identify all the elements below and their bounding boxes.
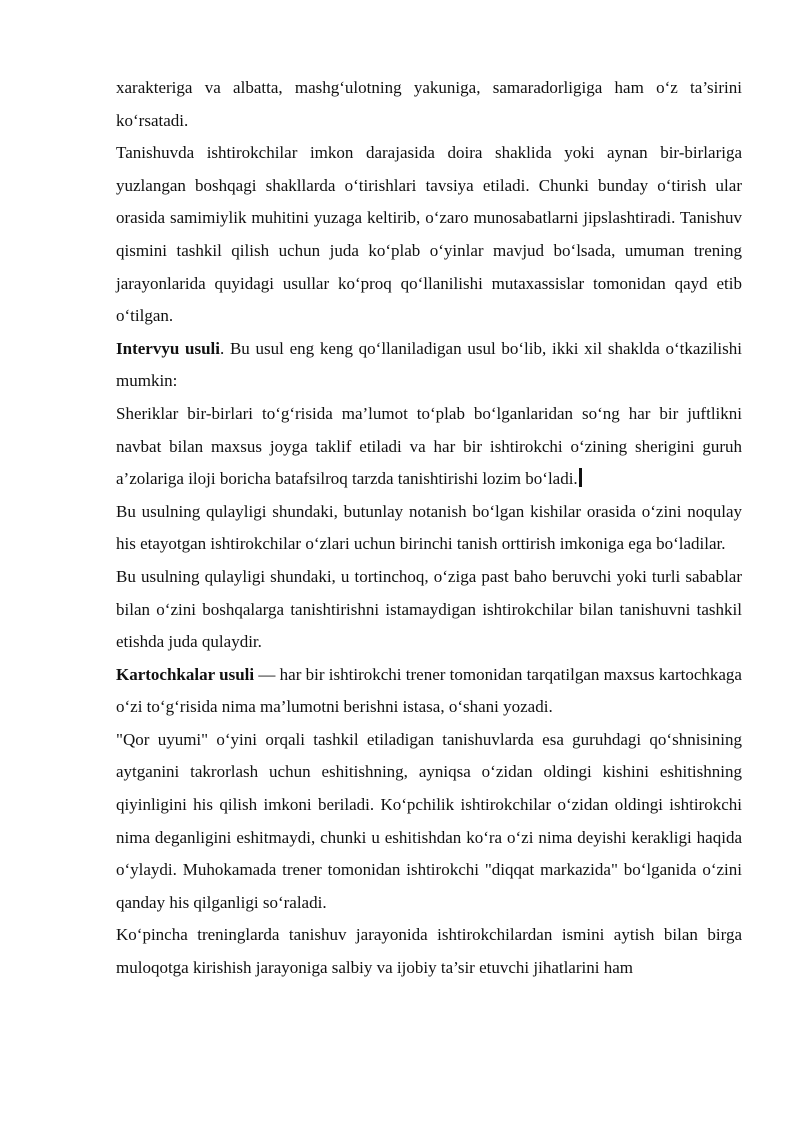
paragraph-7 <box>116 659 742 724</box>
paragraph-text: Sheriklar bir-birlari to‘g‘risida ma’lumot to‘plab bo‘lganlaridan so‘ng har bir juftlikni navbat bilan maxsus joyga taklif etiladi va har bir ishtirokchi o‘zining sherigini guruh a’zolariga iloji boricha batafsilroq tarzda tanishtirishi lozim bo‘ladi. <box>116 403 742 489</box>
paragraph-1 <box>116 72 742 137</box>
paragraph-6 <box>116 561 742 659</box>
paragraph-4 <box>116 398 742 496</box>
paragraph-2 <box>116 137 742 333</box>
paragraph-text: Bu usulning qulayligi shundaki, u tortinchoq, o‘ziga past baho beruvchi yoki turli sabablar bilan o‘zini boshqalarga tanishtirishni istamaydigan ishtirokchilar bilan tanishuvni tashkil etishda juda qulaydir. <box>116 566 742 652</box>
document-page <box>116 72 742 985</box>
paragraph-5 <box>116 496 742 561</box>
paragraph-3 <box>116 333 742 398</box>
paragraph-text: — har bir ishtirokchi trener tomonidan tarqatilgan maxsus kartochkaga o‘zi to‘g‘risida nima ma’lumotni berishni istasa, o‘shani yozadi. <box>116 664 742 717</box>
paragraph-heading: Kartochkalar usuli <box>116 664 255 684</box>
paragraph-heading: Intervyu usuli <box>116 338 220 358</box>
paragraph-text: Bu usulning qulayligi shundaki, butunlay notanish bo‘lgan kishilar orasida o‘zini noqulay his etayotgan ishtirokchilar o‘zlari uchun birinchi tanish orttirish imkoniga ega bo‘ladilar. <box>116 501 742 554</box>
paragraph-9 <box>116 919 742 984</box>
text-cursor-mark <box>579 468 582 487</box>
paragraph-text: Ko‘pincha treninglarda tanishuv jarayonida ishtirokchilardan ismini aytish bilan birga muloqotga kirishish jarayoniga salbiy va ijobiy ta’sir etuvchi jihatlarini ham <box>116 925 742 978</box>
paragraph-text: xarakteriga va albatta, mashg‘ulotning yakuniga, samaradorligiga ham o‘z ta’sirini ko‘rsatadi. <box>116 78 742 130</box>
paragraph-text: Tanishuvda ishtirokchilar imkon darajasida doira shaklida yoki aynan bir-birlariga yuzlangan boshqagi shakllarda o‘tirishlari tavsiya etiladi. Chunki bunday o‘tirish ular orasida samimiylik muhitini yuzaga keltirib, o‘zaro munosabatlarni jipslashtiradi. Tanishuv qismini tashkil qilish uchun juda ko‘plab o‘yinlar mavjud bo‘lsada, umuman trening jarayonlarida quyidagi usullar ko‘proq qo‘llanilishi mutaxassislar tomonidan qayd etib o‘tilgan. <box>116 143 742 326</box>
paragraph-text: . Bu usul eng keng qo‘llaniladigan usul bo‘lib, ikki xil shaklda o‘tkazilishi mumkin: <box>116 338 742 391</box>
paragraph-8 <box>116 724 742 920</box>
paragraph-text: "Qor uyumi" o‘yini orqali tashkil etiladigan tanishuvlarda esa guruhdagi qo‘shnisining aytganini takrorlash uchun eshitishning, ayniqsa o‘zidan oldingi kishini eshitishning qiyinligini his qilish imkoni beriladi. Ko‘pchilik ishtirokchilar o‘zidan oldingi ishtirokchi nima deganligini eshitmaydi, chunki u eshitishdan ko‘ra o‘zi nima deyishi kerakligi haqida o‘ylaydi. Muhokamada trener tomonidan ishtirokchi "diqqat markazida" bo‘lganida o‘zini qanday his qilganligi so‘raladi. <box>116 729 742 912</box>
